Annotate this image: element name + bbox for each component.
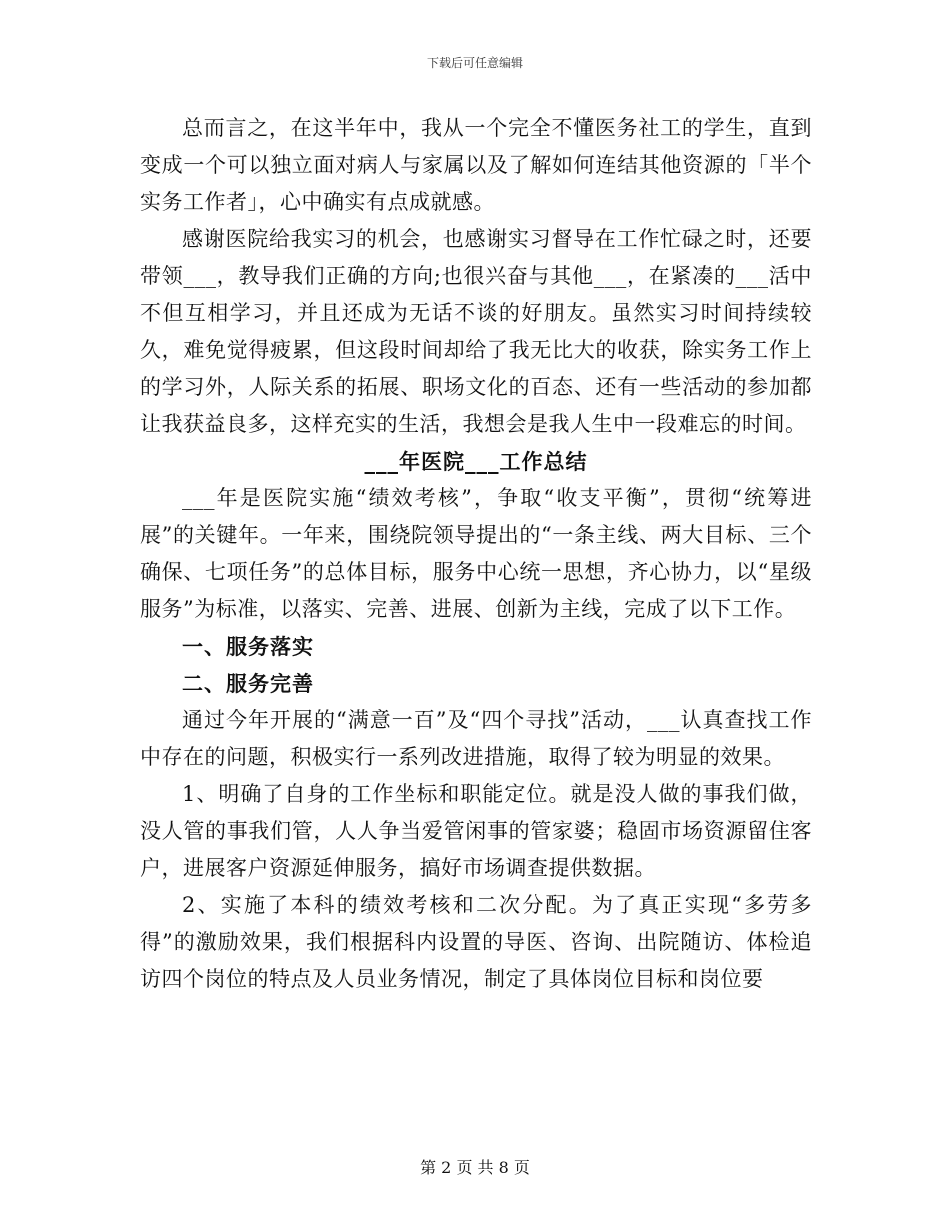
- paragraph-item-2: 2、实施了本科的绩效考核和二次分配。为了真正实现“多劳多得”的激励效果，我们根据科内设置的导医、咨询、出院随访、体检追访四个岗位的特点及人员业务情况，制定了具体岗位目标和岗位要: [140, 893, 812, 991]
- heading-service-implementation: 一、服务落实: [182, 634, 314, 659]
- document-body: [140, 110, 812, 998]
- paragraph-item-1: 1、明确了自身的工作坐标和职能定位。就是没人做的事我们做，没人管的事我们管，人人争当爱管闲事的管家婆；稳固市场资源留住客户，进展客户资源延伸服务，搞好市场调查提供数据。: [140, 782, 812, 880]
- paragraph-summary: 总而言之，在这半年中，我从一个完全不懂医务社工的学生，直到变成一个可以独立面对病人与家属以及了解如何连结其他资源的「半个实务工作者」，心中确实有点成就感。: [140, 116, 812, 214]
- page-header: 下载后可任意编辑: [426, 56, 523, 70]
- paragraph-thanks: 感谢医院给我实习的机会，也感谢实习督导在工作忙碌之时，还要带领___，教导我们正确的方向;也很兴奋与其他___，在紧凑的___活中不但互相学习，并且还成为无话不谈的好朋友。虽然实习时间持续较久，难免觉得疲累，但这段时间却给了我无比大的收获，除实务工作上的学习外，人际关系的拓展、职场文化的百态、还有一些活动的参加都让我获益良多，这样充实的生活，我想会是我人生中一段难忘的时间。: [140, 227, 812, 436]
- paragraph-intro: ___年是医院实施“绩效考核”，争取“收支平衡”，贯彻“统筹进展”的关键年。一年来，围绕院领导提出的“一条主线、两大目标、三个确保、七项任务”的总体目标，服务中心统一思想，齐心协力，以“星级服务”为标准，以落实、完善、进展、创新为主线，完成了以下工作。: [140, 486, 812, 621]
- section-title: ___年医院___工作总结: [364, 449, 588, 474]
- paragraph-activities: 通过今年开展的“满意一百”及“四个寻找”活动，___认真查找工作中存在的问题，积极实行一系列改进措施，取得了较为明显的效果。: [140, 708, 812, 769]
- heading-service-improvement: 二、服务完善: [182, 671, 314, 696]
- page-footer: 第 2 页 共 8 页: [420, 1158, 530, 1177]
